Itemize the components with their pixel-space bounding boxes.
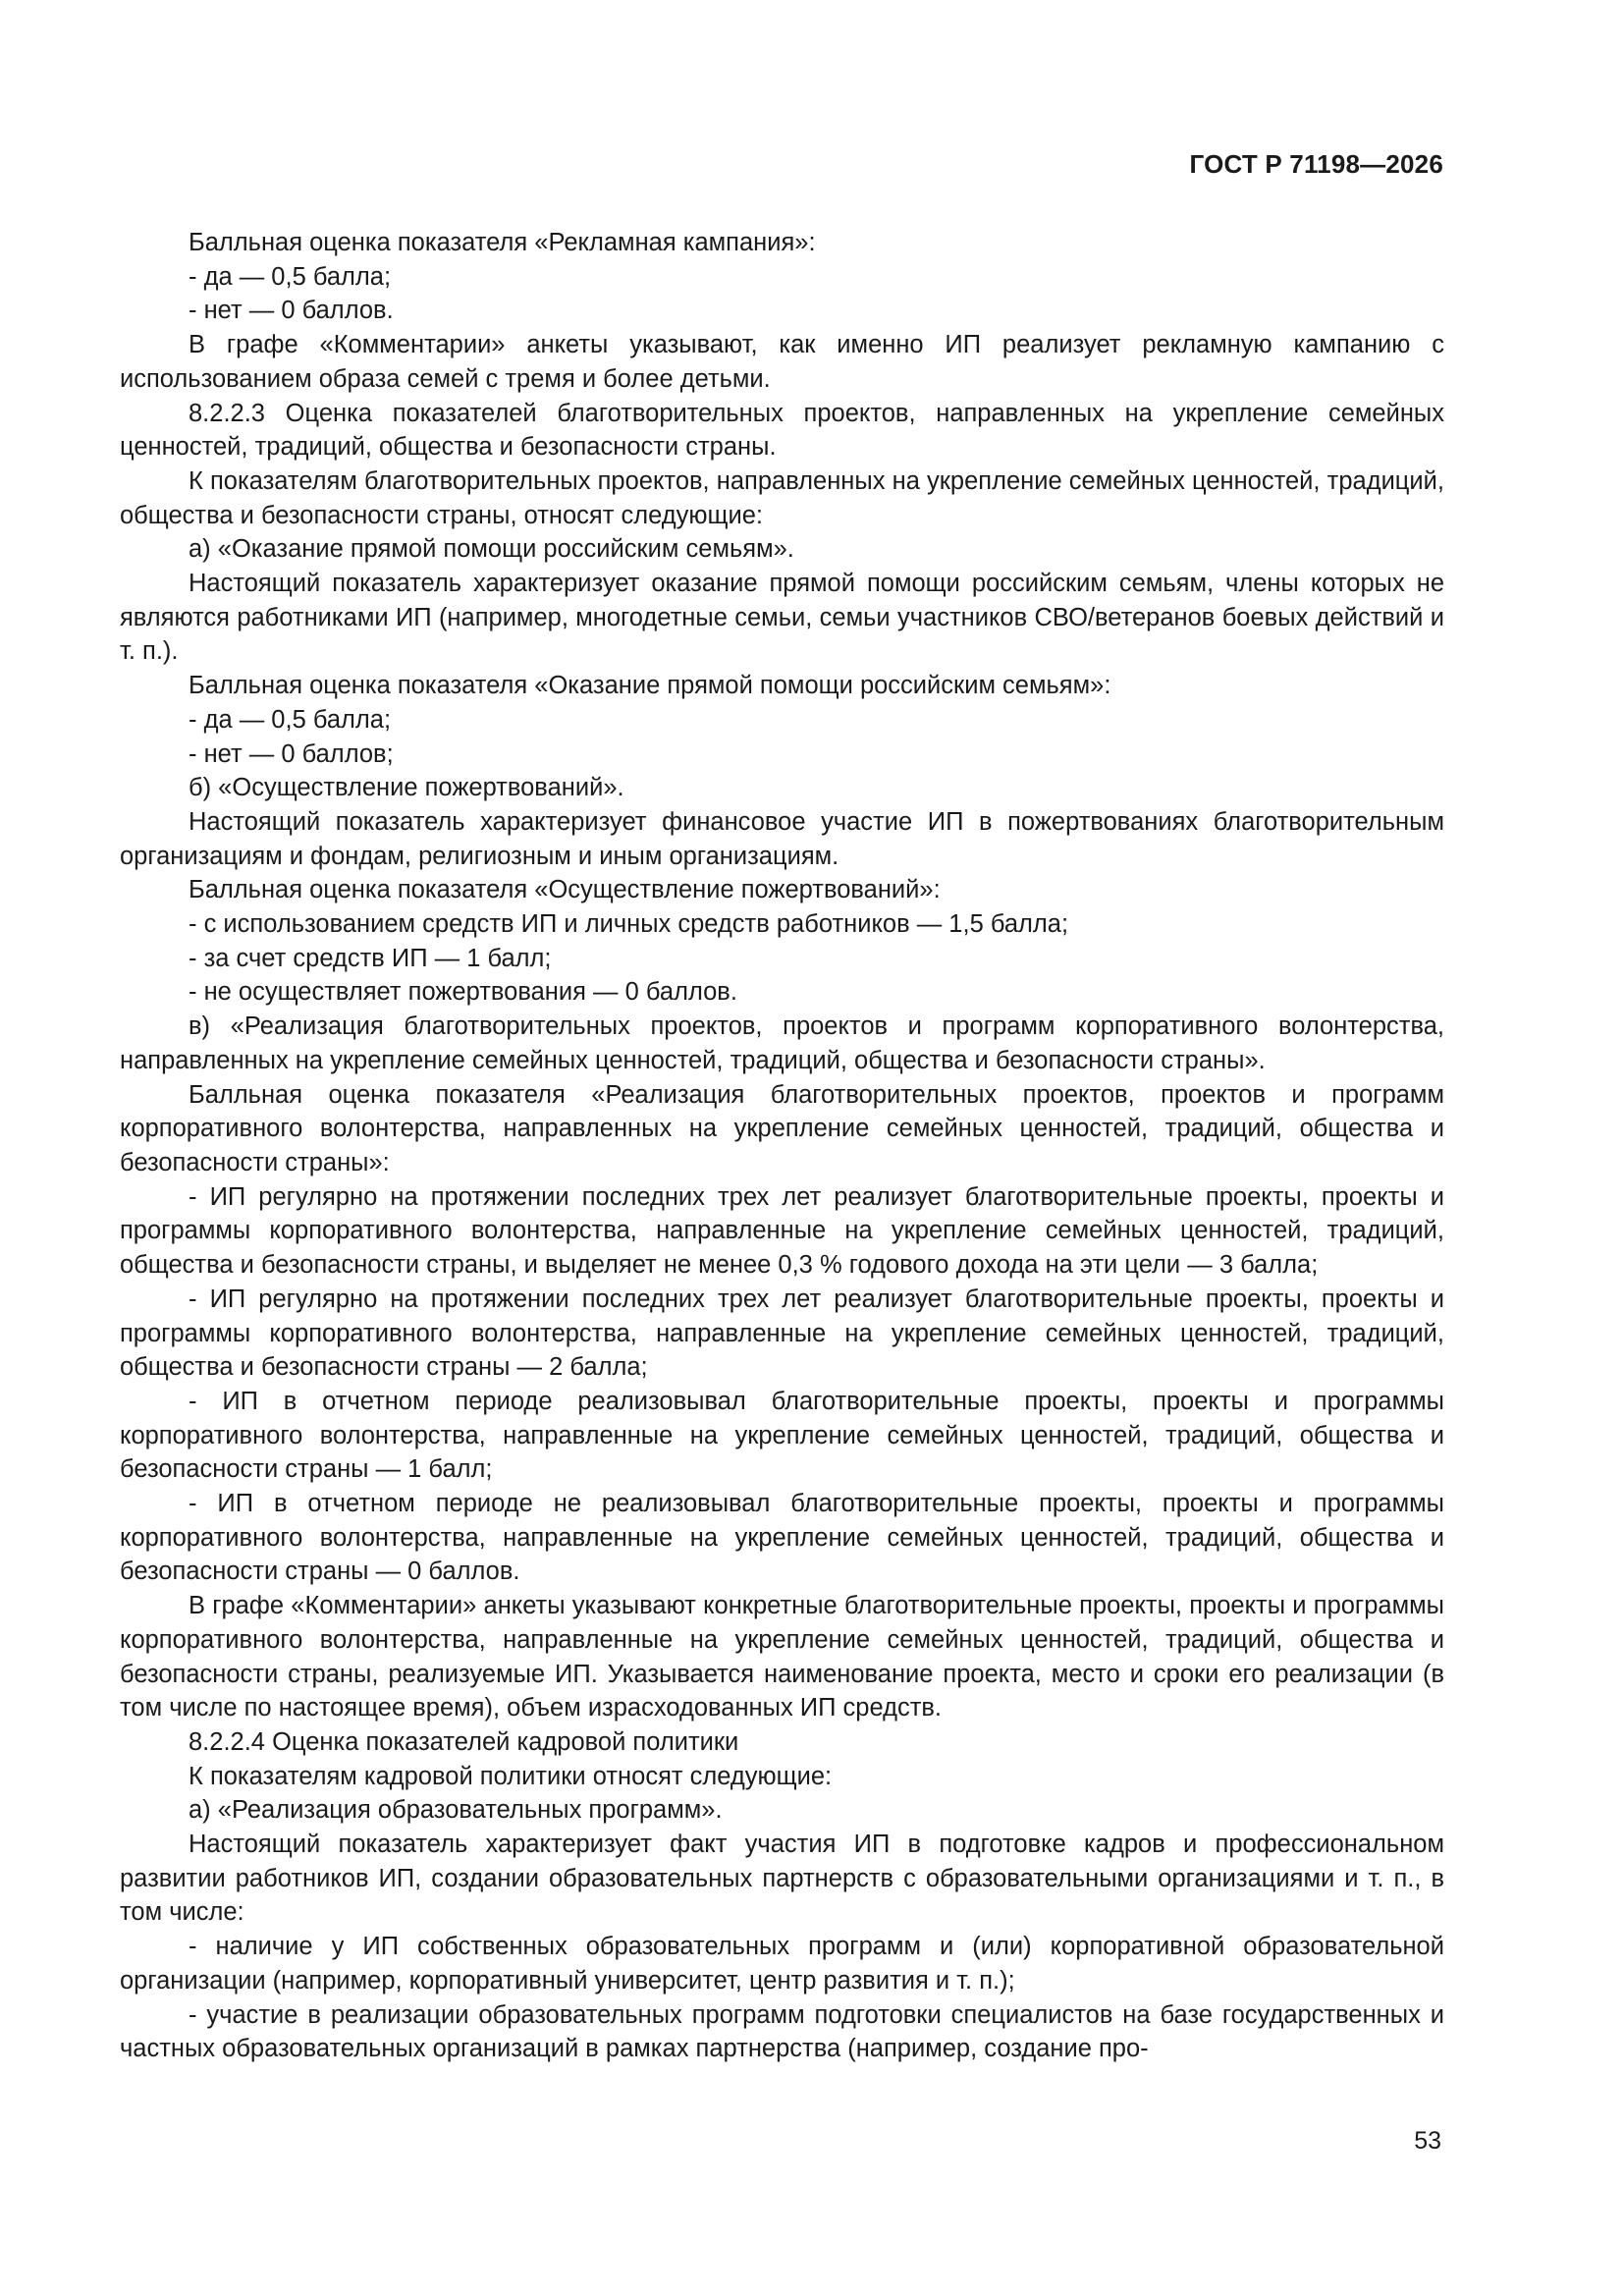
paragraph: Балльная оценка показателя «Оказание прямой помощи российским семьям»: [189, 672, 1111, 700]
list-item: в) «Реализация благотворительных проектов, проектов и программ корпоративного волонтерства, направленных на укрепление семейных ценностей, традиций, общества и безопасности страны». [120, 1012, 1444, 1074]
list-item: - не осуществляет пожертвования — 0 баллов. [189, 978, 737, 1007]
section-heading: 8.2.2.4 Оценка показателей кадровой политики [189, 1727, 739, 1756]
list-item: - ИП в отчетном периоде реализовывал благотворительные проекты, проекты и программы корпоративного волонтерства, направленные на укрепление семейных ценностей, традиций, общества и безопасности страны — 1 балл; [120, 1387, 1444, 1484]
document-header: ГОСТ Р 71198—2026 [1189, 149, 1443, 179]
paragraph: Балльная оценка показателя «Рекламная кампания»: [189, 229, 816, 256]
paragraph: К показателям благотворительных проектов, направленных на укрепление семейных ценностей, традиций, общества и безопасности страны, относят следующие: [120, 466, 1444, 529]
paragraph: Балльная оценка показателя «Осуществление пожертвований»: [189, 876, 941, 904]
paragraph: Настоящий показатель характеризует факт участия ИП в подготовке кадров и профессиональном развитии работников ИП, создании образовательных партнерств с образовательными организациями и т. п., в том числе: [120, 1831, 1444, 1927]
list-item: - ИП регулярно на протяжении последних трех лет реализует благотворительные проекты, проекты и программы корпоративного волонтерства, направленные на укрепление семейных ценностей, традиций, общества и безопасности страны — 2 балла; [120, 1285, 1444, 1382]
list-item: - ИП в отчетном периоде не реализовывал благотворительные проекты, проекты и программы корпоративного волонтерства, направленные на укрепление семейных ценностей, традиций, общества и безопасности страны — 0 баллов. [120, 1490, 1444, 1586]
paragraph: В графе «Комментарии» анкеты указывают конкретные благотворительные проекты, проекты и программы корпоративного волонтерства, направленные на укрепление семейных ценностей, традиций, общества и безопасности страны, реализуемые ИП. Указывается наименование проекта, место и сроки его реализации (в том числе по настоящее время), объем израсходованных ИП средств. [120, 1592, 1444, 1722]
page-number: 53 [1414, 2127, 1441, 2155]
paragraph: Настоящий показатель характеризует оказание прямой помощи российским семьям, члены которых не являются работниками ИП (например, многодетные семьи, семьи участников СВО/ветеранов боевых действий и т. п.). [120, 570, 1444, 666]
list-item: - наличие у ИП собственных образовательных программ и (или) корпоративной образовательной организации (например, корпоративный университет, центр развития и т. п.); [120, 1933, 1444, 1995]
paragraph: К показателям кадровой политики относят следующие: [189, 1762, 833, 1790]
list-item: - да — 0,5 балла; [189, 705, 392, 734]
list-item: - участие в реализации образовательных программ подготовки специалистов на базе государственных и частных образовательных организаций в рамках партнерства (например, создание про- [120, 2000, 1444, 2063]
list-item: - с использованием средств ИП и личных средств работников — 1,5 балла; [189, 910, 1069, 939]
list-item: - ИП регулярно на протяжении последних трех лет реализует благотворительные проекты, проекты и программы корпоративного волонтерства, направленные на укрепление семейных ценностей, традиций, общества и безопасности страны, и выделяет не менее 0,3 % годового дохода на эти цели — 3 балла; [120, 1182, 1444, 1280]
paragraph: Балльная оценка показателя «Реализация благотворительных проектов, проектов и программ корпоративного волонтерства, направленных на укрепление семейных ценностей, традиций, общества и безопасности страны»: [120, 1080, 1444, 1176]
list-item: а) «Реализация образовательных программ». [189, 1796, 723, 1825]
document-body [120, 226, 1444, 2066]
paragraph: Настоящий показатель характеризует финансовое участие ИП в пожертвованиях благотворительным организациям и фондам, религиозным и иным организациям. [120, 807, 1444, 870]
list-item: - нет — 0 баллов. [189, 297, 394, 325]
list-item: - да — 0,5 балла; [189, 262, 392, 291]
list-item: а) «Оказание прямой помощи российским семьям». [189, 535, 794, 564]
paragraph: В графе «Комментарии» анкеты указывают, как именно ИП реализует рекламную кампанию с использованием образа семей с тремя и более детьми. [120, 331, 1444, 393]
list-item: - нет — 0 баллов; [189, 739, 394, 768]
section-heading: 8.2.2.3 Оценка показателей благотворительных проектов, направленных на укрепление семейных ценностей, традиций, общества и безопасности страны. [120, 399, 1444, 462]
list-item: б) «Осуществление пожертвований». [189, 774, 624, 802]
list-item: - за счет средств ИП — 1 балл; [189, 944, 552, 972]
